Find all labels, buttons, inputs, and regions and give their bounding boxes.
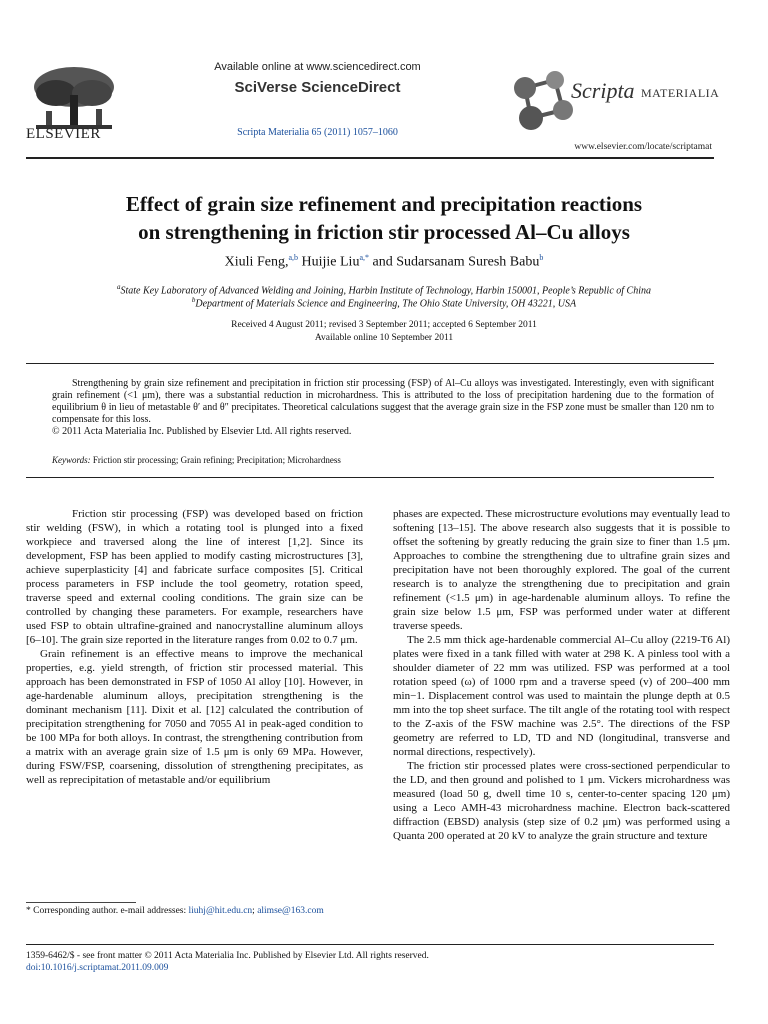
author-name: Xiuli Feng, (224, 254, 289, 270)
affiliation-sup: b (191, 296, 196, 304)
keywords-list: Friction stir processing; Grain refining; Precipitation; Microhardness (92, 455, 341, 465)
abstract-bottom-divider (26, 477, 714, 478)
author-list (60, 253, 708, 271)
publisher-wordmark: ELSEVIER (26, 126, 101, 142)
title-line-2: on strengthening in friction stir processed Al–Cu alloys (138, 220, 630, 244)
author-affil-sup[interactable]: a,b (288, 253, 299, 262)
corresponding-author-footnote (26, 905, 363, 917)
header-divider (26, 157, 714, 159)
body-paragraph: The friction stir processed plates were cross-sectioned perpendicular to the LD, and then ground and polished to 1 μm. Vickers microhardness was measured (load 50 g, dwell time 10 s, center-to-center spacing 120 μm) using a Leco AMH-43 microhardness machine. Electron back-scattered diffraction (EBSD) analysis (step size of 0.2 μm) was performed using a Quanta 200 operated at 20 kV to analyze the grain structure and texture (393, 760, 730, 842)
available-date: Available online 10 September 2011 (314, 333, 454, 343)
platform-name: SciVerse ScienceDirect (234, 79, 401, 96)
article-title (60, 190, 708, 246)
body-column-left (26, 507, 363, 787)
footer-divider (26, 944, 714, 945)
journal-logo-main: Scripta (571, 78, 635, 103)
journal-url[interactable]: www.elsevier.com/locate/scriptamat (574, 142, 712, 152)
email-link[interactable]: alimse@163.com (257, 906, 324, 916)
author-name: and Sudarsanam Suresh Babu (372, 254, 540, 270)
footer (26, 950, 714, 974)
affiliation-text: Department of Materials Science and Engineering, The Ohio State University, OH 43221, USA (195, 298, 577, 310)
title-line-1: Effect of grain size refinement and precipitation reactions (125, 192, 643, 216)
body-paragraph: Friction stir processing (FSP) was developed based on friction stir welding (FSW), in which a rotating tool is plunged into a fixed workpiece and traversed along the line of interest [1,2]. Since its development, FSP has been applied to modify casting microstructures [3], achieve superplasticity [4] and fabricate surface composites [5]. Critical process parameters in FSP include the tool geometry, rotation speed, traverse speed and external cooling conditions. The grain size can be controlled by changing these parameters. For example, researchers have used FSP to obtain ultrafine-grained and nanocrystalline aluminum alloys [6–10]. The grain size reported in the literature ranges from 0.02 to 0.7 μm. (26, 508, 363, 646)
doi-link[interactable]: doi:10.1016/j.scriptamat.2011.09.009 (26, 963, 169, 973)
abstract-copyright: © 2011 Acta Materialia Inc. Published by Elsevier Ltd. All rights reserved. (52, 426, 352, 437)
abstract-text: Strengthening by grain size refinement and precipitation in friction stir processing (FSP) of Al–Cu alloys was investigated. Interestingly, even with significant grain refinement (<1 μm), there was a substantial reduction in microhardness. This is attributed to the loss of precipitation hardening due to the formation of equilibrium θ in lieu of metastable θ′ and θ″ precipitates. Theoretical calculations suggest that the average grain size in the FSP zone must be smaller than 120 nm to compensate for this loss. (52, 378, 714, 425)
received-dates: Received 4 August 2011; revised 3 September 2011; accepted 6 September 2011 (231, 320, 537, 330)
body-column-right (393, 507, 730, 843)
footnote-prefix: * Corresponding author. e-mail addresses: (26, 906, 189, 916)
journal-reference-link[interactable]: Scripta Materialia 65 (2011) 1057–1060 (237, 127, 398, 138)
abstract (52, 378, 714, 438)
journal-logo-sub: MATERIALIA (641, 86, 720, 100)
body-paragraph: phases are expected. These microstructure evolutions may eventually lead to softening [13–15]. The above research also suggests that it is possible to offset the softening by greatly reducing the grain size to finer than 1.5 μm. Approaches to combine the strengthening due to ultrafine grain sizes and precipitation have not been thoroughly explored. The goal of the current research is to analyze the strengthening due to precipitation and grain refinement (<1.5 μm) in age-hardenable aluminum alloys. To refine the grain size below 1.5 μm, FSP was performed under water at different traverse speeds. (393, 508, 731, 632)
keywords-label: Keywords: (52, 455, 91, 465)
body-paragraph: Grain refinement is an effective means to improve the mechanical properties, e.g. yield strength, of friction stir processed material. This approach has been demonstrated in FSP of 1050 Al alloy [10]. However, in age-hardenable aluminum alloys, precipitation strengthening is the dominant mechanism [11]. Dixit et al. [12] calculated the contribution of precipitation strengthening for 7050 and 7055 Al in peak-aged condition to be 100 MPa for both alloys. In contrast, the strengthening contribution from a matrix with an average grain size of 1.5 μm is only 69 MPa. However, during FSW/FSP, coarsening, dissolution of strengthening precipitates, as well as reprecipitation of metastable and/or equilibrium (26, 648, 363, 786)
affiliation-b (30, 296, 738, 309)
email-link[interactable]: liuhj@hit.edu.cn (188, 906, 253, 916)
affiliation-text: State Key Laboratory of Advanced Welding and Joining, Harbin Institute of Technology, Harbin 150001, People’s Republic of China (120, 285, 651, 297)
author-affil-sup[interactable]: a,* (359, 253, 370, 262)
issn-line: 1359-6462/$ - see front matter © 2011 Acta Materialia Inc. Published by Elsevier Ltd. All rights reserved. (26, 951, 429, 961)
body-paragraph: The 2.5 mm thick age-hardenable commercial Al–Cu alloy (2219-T6 Al) plates were fixed in a tank filled with water at 298 K. A pinless tool with a shoulder diameter of 22 mm was utilized. FSP was performed at a tool rotation speed (ω) of 1000 rpm and a traverse speed (v) of 200–400 mm min−1. Displacement control was used to maintain the plunge depth at 0.5 mm into the top sheet surface. The tilt angle of the rotating tool with respect to the Z-axis of the FSW machine was 2.5°. The directions of the FSP geometry are referred to LD, TD and ND (longitudinal, transverse and normal directions, respectively). (393, 634, 730, 758)
affiliation-sup: a (116, 283, 121, 291)
footnote-separator: ; (252, 906, 258, 916)
journal-logo (505, 66, 720, 136)
affiliation-a (30, 283, 738, 296)
author-affil-sup[interactable]: b (539, 253, 544, 262)
abstract-top-divider (26, 363, 714, 364)
footnote-divider (26, 902, 136, 903)
author-name: Huijie Liu (301, 254, 360, 270)
keywords (52, 455, 714, 465)
available-online-text: Available online at www.sciencedirect.com (214, 61, 421, 73)
